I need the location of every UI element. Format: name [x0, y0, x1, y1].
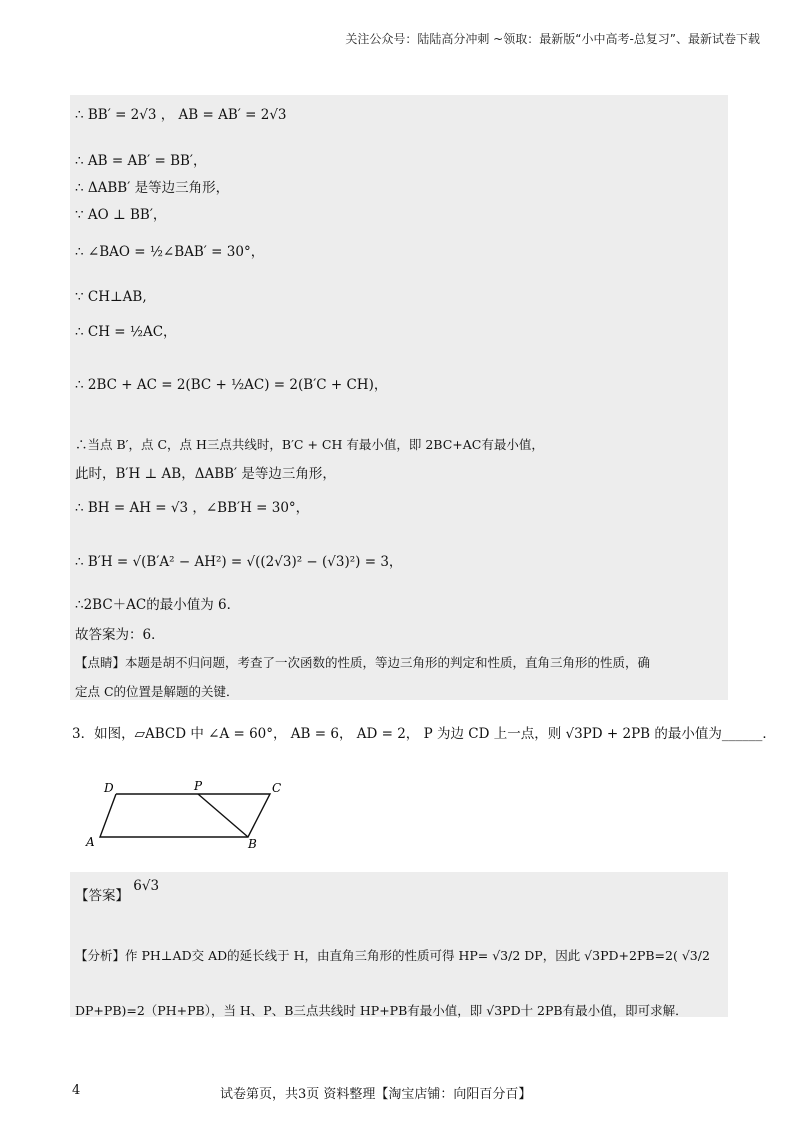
- solution-line: ∴ CH = ½AC，: [75, 324, 177, 340]
- answer-value: 6√3: [133, 878, 160, 894]
- solution-line: ∴ AB = AB′ = BB′，: [75, 153, 207, 169]
- answer-line: [75, 878, 160, 904]
- solution-line: ∴ 2BC + AC = 2(BC + ½AC) = 2(B′C + CH)，: [75, 377, 388, 393]
- parallelogram-outline: [100, 794, 270, 837]
- solution-line: ∴ ∠BAO = ½∠BAB′ = 30°，: [75, 244, 265, 260]
- solution-line: ∴2BC＋AC的最小值为 6．: [75, 597, 241, 613]
- footer-text: 试卷第页，共3页 资料整理【淘宝店铺：向阳百分百】: [220, 1087, 532, 1102]
- solution-line: 定点 C的位置是解题的关键．: [75, 684, 239, 699]
- solution-line: ∴ ΔABB′ 是等边三角形，: [75, 180, 230, 196]
- solution-line: 【点睛】本题是胡不归问题，考查了一次函数的性质，等边三角形的判定和性质，直角三角形的性质，确: [75, 655, 651, 670]
- answer-label: 【答案】: [75, 888, 129, 904]
- segment-pb: [198, 794, 248, 837]
- solution-line: 此时，B′H ⊥ AB，ΔABB′ 是等边三角形，: [75, 466, 336, 482]
- solution-line: ∴ BH = AH = √3 ，∠BB′H = 30°，: [75, 500, 310, 516]
- analysis-line: DP+PB)=2（PH+PB），当 H、P、B三点共线时 HP+PB有最小值，即 √3PD十 2PB有最小值，即可求解．: [75, 1003, 688, 1018]
- answer-block: [70, 872, 728, 1017]
- label-a: A: [86, 835, 95, 849]
- analysis-line: 【分析】作 PH⊥AD交 AD的延长线于 H，由直角三角形的性质可得 HP= √3/2 DP，因此 √3PD+2PB=2( √3/2: [75, 948, 710, 963]
- solution-line: ∴当点 B′，点 C，点 H三点共线时，B′C + CH 有最小值，即 2BC+AC有最小值，: [75, 437, 544, 452]
- parallelogram-figure: [80, 778, 310, 858]
- question-3: 3．如图，▱ABCD 中 ∠A = 60°， AB = 6， AD = 2， P 为边 CD 上一点，则 √3PD + 2PB 的最小值为______．: [72, 726, 776, 742]
- label-d: D: [104, 781, 114, 795]
- solution-line: ∵ AO ⊥ BB′，: [75, 207, 167, 223]
- page-number: 4: [72, 1083, 81, 1098]
- label-c: C: [272, 781, 282, 795]
- page-header: 关注公众号：陆陆高分冲刺 ~领取：最新版“小中高考-总复习”、最新试卷下载: [345, 32, 760, 46]
- solution-line: ∴ BB′ = 2√3 ， AB = AB′ = 2√3: [75, 107, 287, 123]
- label-p: P: [194, 779, 203, 793]
- solution-line: ∵ CH⊥AB,: [75, 289, 147, 305]
- solution-line: ∴ B′H = √(B′A² − AH²) = √((2√3)² − (√3)²) = 3，: [75, 554, 403, 570]
- solution-line: 故答案为：6．: [75, 627, 165, 643]
- label-b: B: [248, 837, 257, 851]
